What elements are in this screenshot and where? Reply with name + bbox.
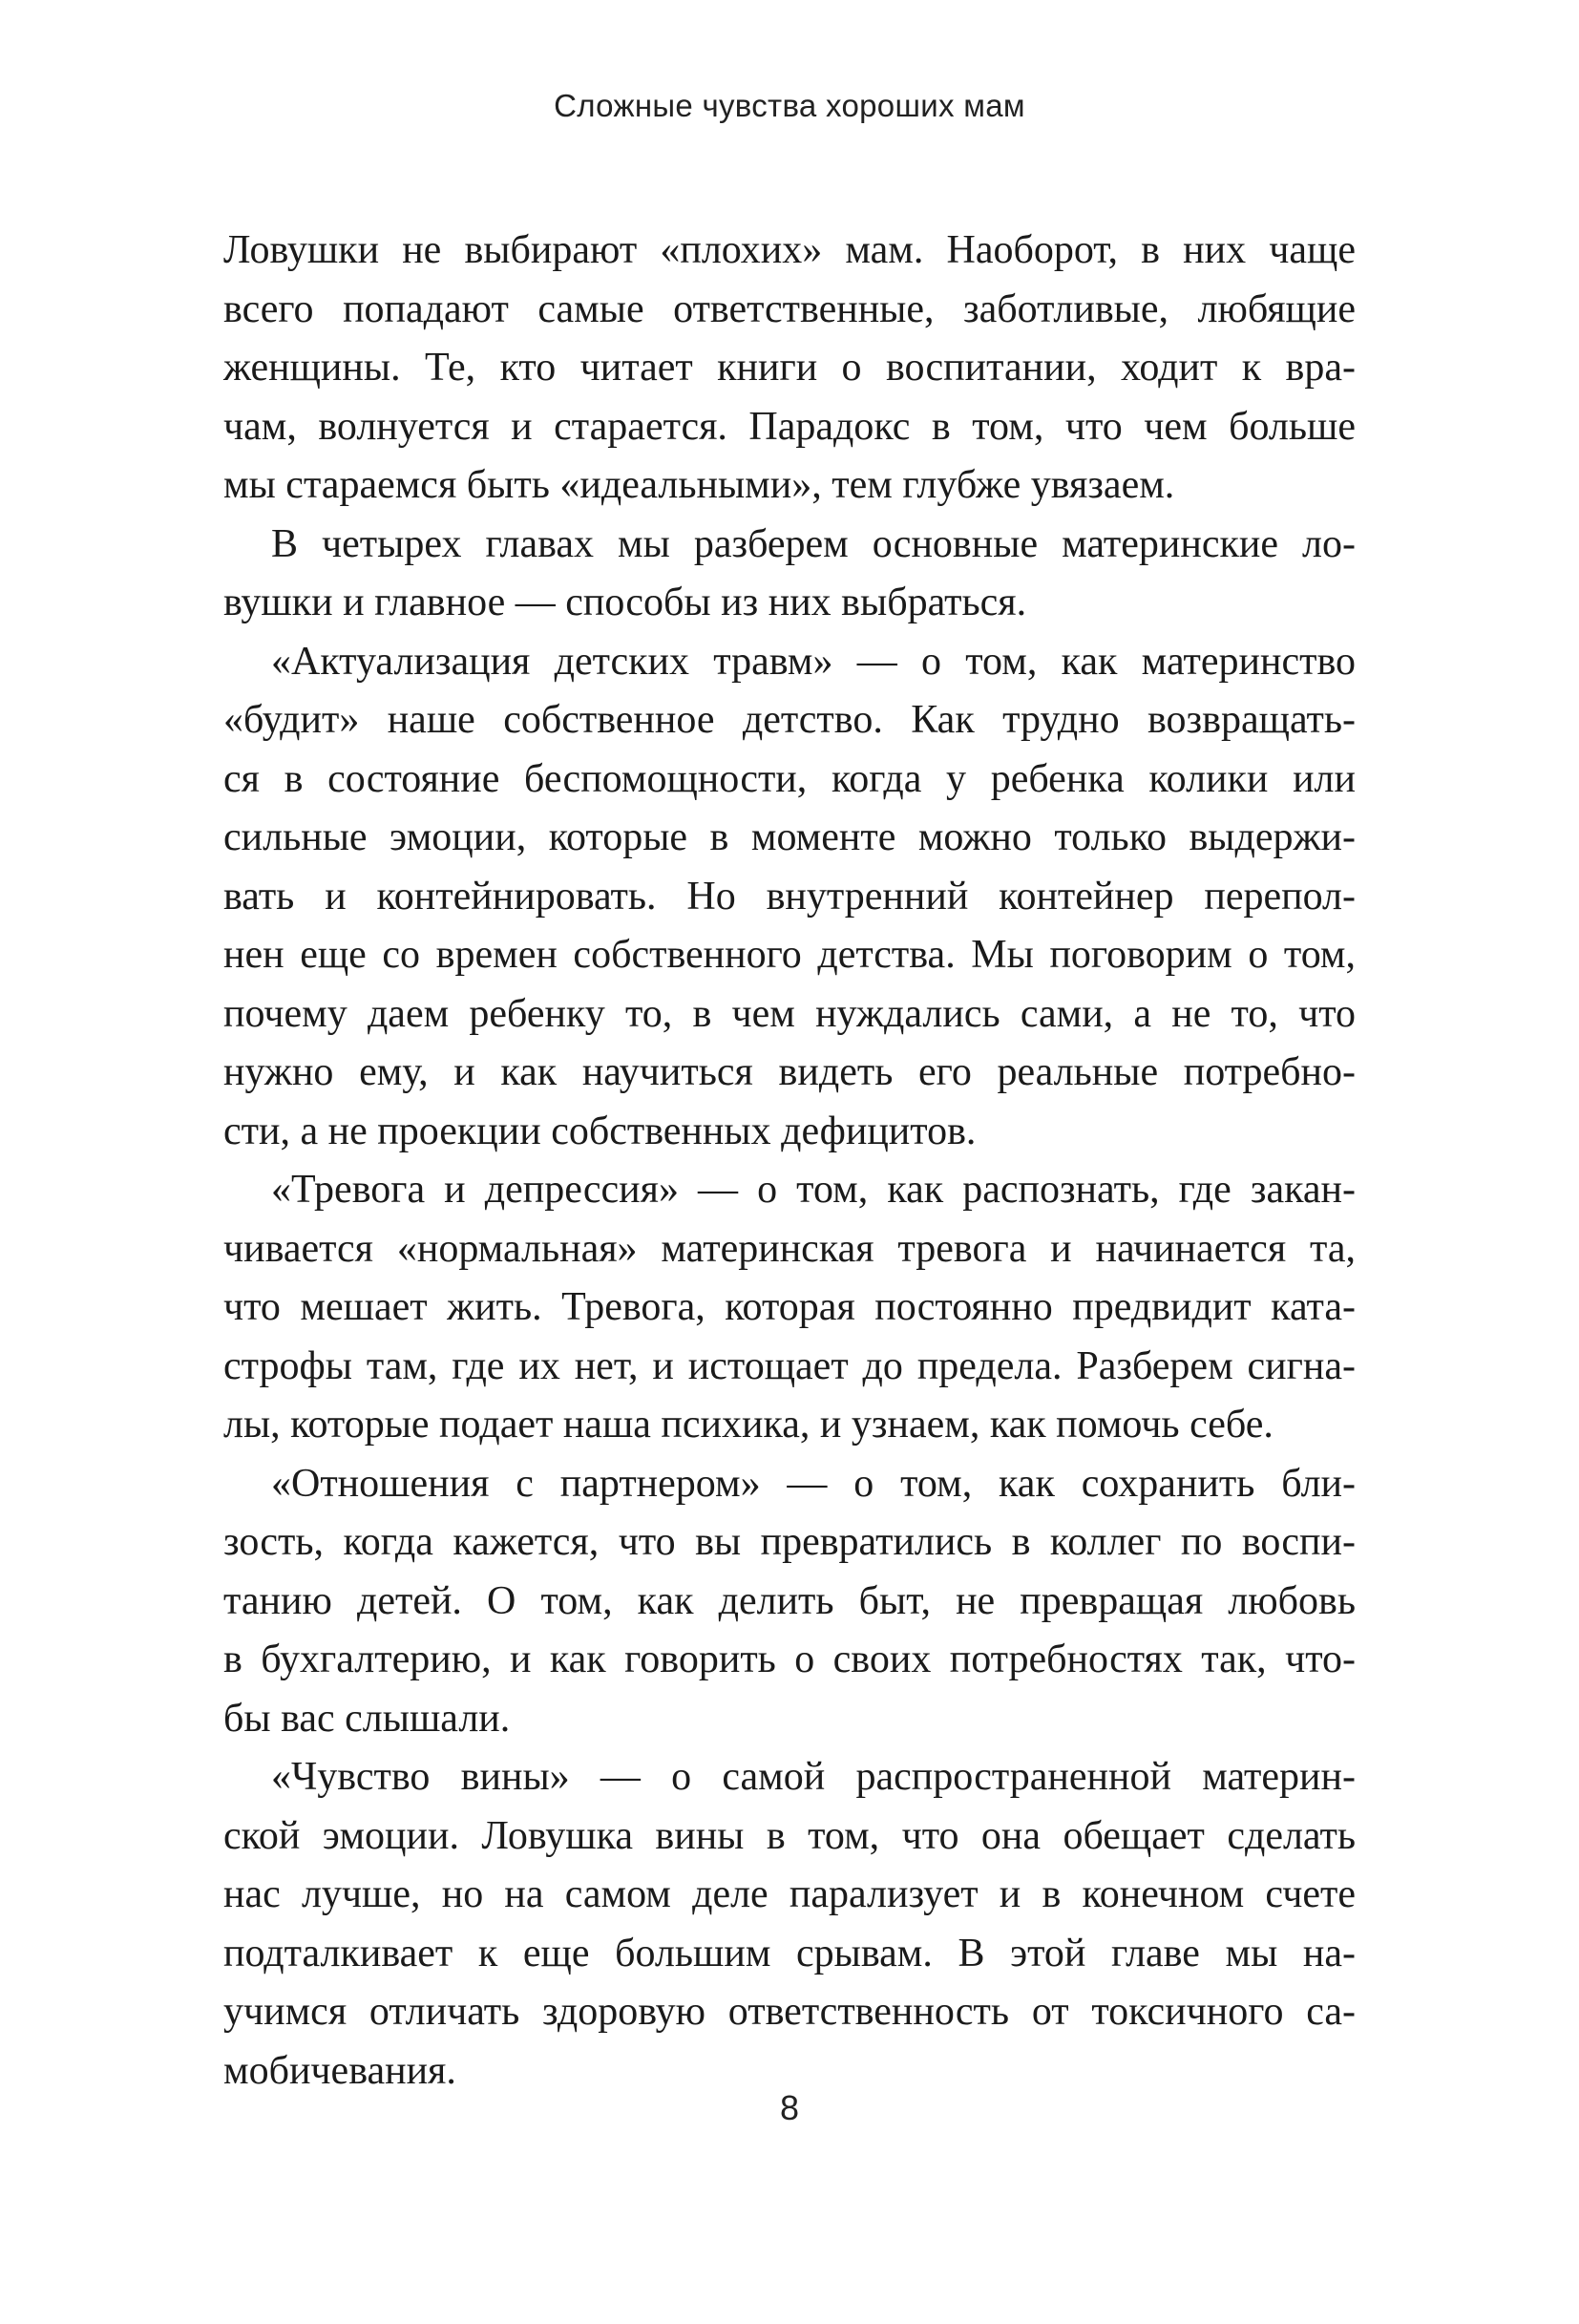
text-line: чивается «нормальная» материнская тревога и начинается та, xyxy=(223,1226,1356,1271)
page-number: 8 xyxy=(779,2088,800,2127)
running-head-title: Сложные чувства хороших мам xyxy=(554,88,1025,123)
text-line: строфы там, где их нет, и истощает до предела. Разберем сигна- xyxy=(223,1343,1356,1388)
text-line: нужно ему, и как научиться видеть его реальные потребно- xyxy=(223,1050,1356,1094)
text-line: вушки и главное — способы из них выбраться. xyxy=(223,581,1027,624)
text-line: нас лучше, но на самом деле парализует и в конечном счете xyxy=(223,1872,1356,1916)
text-line: подталкивает к еще большим срывам. В этой главе мы на- xyxy=(223,1931,1356,1975)
text-line: сильные эмоции, которые в моменте можно только выдержи- xyxy=(223,815,1356,859)
text-line: почему даем ребенку то, в чем нуждались сами, а не то, что xyxy=(223,991,1356,1036)
text-line: мобичевания. xyxy=(223,2048,456,2093)
text-line: чам, волнуется и старается. Парадокс в том, что чем больше xyxy=(223,404,1356,449)
text-line: бы вас слышали. xyxy=(223,1696,511,1741)
text-line: ской эмоции. Ловушка вины в том, что она обещает сделать xyxy=(223,1813,1356,1858)
text-line: «Отношения с партнером» — о том, как сохранить бли- xyxy=(271,1461,1356,1506)
text-line: «Актуализация детских травм» — о том, как материнство xyxy=(271,639,1356,684)
text-line: танию детей. О том, как делить быт, не превращая любовь xyxy=(223,1578,1356,1623)
text-line: лы, которые подает наша психика, и узнаем, как помочь себе. xyxy=(223,1403,1274,1447)
body-text xyxy=(223,222,1356,2101)
text-line: зость, когда кажется, что вы превратились в коллег по воспи- xyxy=(223,1520,1356,1564)
text-line: «Тревога и депрессия» — о том, как распознать, где закан- xyxy=(271,1168,1356,1212)
text-line: в бухгалтерию, и как говорить о своих потребностях так, что- xyxy=(223,1637,1356,1681)
text-line: что мешает жить. Тревога, которая постоянно предвидит ката- xyxy=(223,1285,1356,1329)
text-line: В четырех главах мы разберем основные материнские ло- xyxy=(271,521,1356,566)
text-line: нен еще со времен собственного детства. Мы поговорим о том, xyxy=(223,933,1356,977)
text-line: всего попадают самые ответственные, заботливые, любящие xyxy=(223,286,1356,331)
text-line: «будит» наше собственное детство. Как трудно возвращать- xyxy=(223,698,1356,742)
text-line: ся в состояние беспомощности, когда у ребенка колики или xyxy=(223,756,1356,801)
text-line: вать и контейнировать. Но внутренний контейнер перепол- xyxy=(223,874,1356,919)
text-line: «Чувство вины» — о самой распространенной материн- xyxy=(271,1755,1356,1799)
text-line: сти, а не проекции собственных дефицитов. xyxy=(223,1109,977,1153)
text-line: учимся отличать здоровую ответственность от токсичного са- xyxy=(223,1990,1356,2034)
text-line: женщины. Те, кто читает книги о воспитании, ходит к вра- xyxy=(223,346,1356,390)
text-line: мы стараемся быть «идеальными», тем глубже увязаем. xyxy=(223,463,1175,507)
text-line: Ловушки не выбирают «плохих» мам. Наоборот, в них чаще xyxy=(223,228,1356,272)
